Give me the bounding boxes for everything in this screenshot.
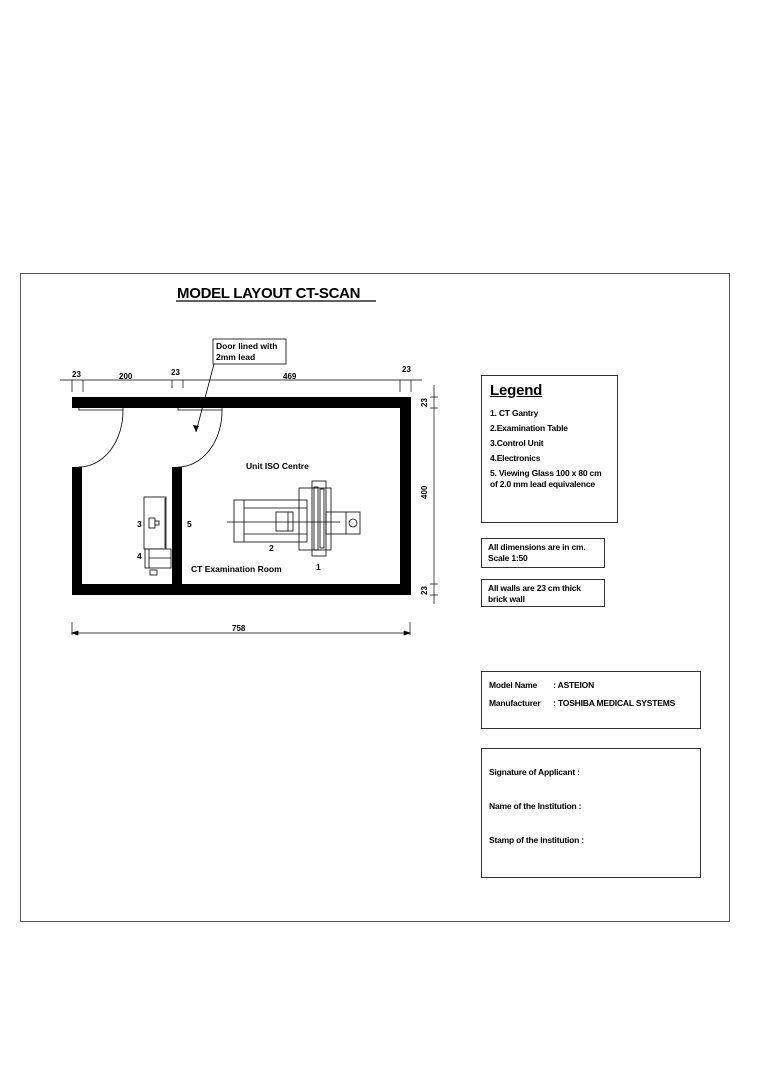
dim-bottom-total-width: 758 xyxy=(232,624,246,633)
dim-right-room-depth: 400 xyxy=(420,485,429,499)
label-item-2-table: 2 xyxy=(269,543,274,553)
dim-top-right-wall: 23 xyxy=(402,365,411,374)
model-name-row xyxy=(489,680,693,691)
dim-right-top-wall: 23 xyxy=(420,398,429,407)
legend-title: Legend xyxy=(490,382,543,399)
electronics-unit xyxy=(145,549,171,575)
ct-gantry-and-table xyxy=(227,481,360,556)
legend-item: 5. Viewing Glass 100 x 80 cm of 2.0 mm lead equivalence xyxy=(490,468,602,489)
dim-top-left-wall: 23 xyxy=(72,370,81,379)
model-info-box xyxy=(481,671,701,729)
svg-text:2mm lead: 2mm lead xyxy=(216,352,256,362)
legend-box xyxy=(481,375,618,523)
legend-item: 1. CT Gantry xyxy=(490,408,539,418)
label-item-3-control: 3 xyxy=(137,519,142,529)
right-dimension xyxy=(430,385,438,604)
door-callout xyxy=(193,339,286,432)
control-unit xyxy=(144,497,166,549)
institution-name-field: Name of the Institution : xyxy=(489,801,582,811)
drawing-title: MODEL LAYOUT CT-SCAN xyxy=(177,285,361,302)
dim-top-control-room: 200 xyxy=(119,372,133,381)
legend-item: 3.Control Unit xyxy=(490,438,544,448)
door-control-room xyxy=(79,408,123,467)
label-item-4-electronics: 4 xyxy=(137,551,142,561)
label-exam-room: CT Examination Room xyxy=(191,564,282,574)
model-name-label: Model Name xyxy=(489,680,538,690)
walls-note: All walls are 23 cm thick brick wall xyxy=(481,579,605,607)
institution-stamp-field: Stamp of the Institution : xyxy=(489,835,584,845)
manufacturer-value: : TOSHIBA MEDICAL SYSTEMS xyxy=(553,698,676,708)
dim-top-mid-wall: 23 xyxy=(171,368,180,377)
manufacturer-row xyxy=(489,698,693,709)
svg-text:Door lined with: Door lined with xyxy=(216,341,278,351)
label-item-5-glass: 5 xyxy=(187,519,192,529)
label-iso-centre: Unit ISO Centre xyxy=(246,461,309,471)
dim-right-bottom-wall: 23 xyxy=(420,586,429,595)
signature-box xyxy=(481,748,701,878)
dim-top-exam-room: 469 xyxy=(283,372,297,381)
legend-item: 2.Examination Table xyxy=(490,423,568,433)
applicant-signature-field: Signature of Applicant : xyxy=(489,767,580,777)
legend-item: 4.Electronics xyxy=(490,453,541,463)
dimensions-note: All dimensions are in cm. Scale 1:50 xyxy=(481,538,605,568)
model-name-value: : ASTEION xyxy=(553,680,595,690)
label-item-1-gantry: 1 xyxy=(316,562,321,572)
manufacturer-label: Manufacturer xyxy=(489,698,541,708)
top-dimension xyxy=(60,380,422,392)
